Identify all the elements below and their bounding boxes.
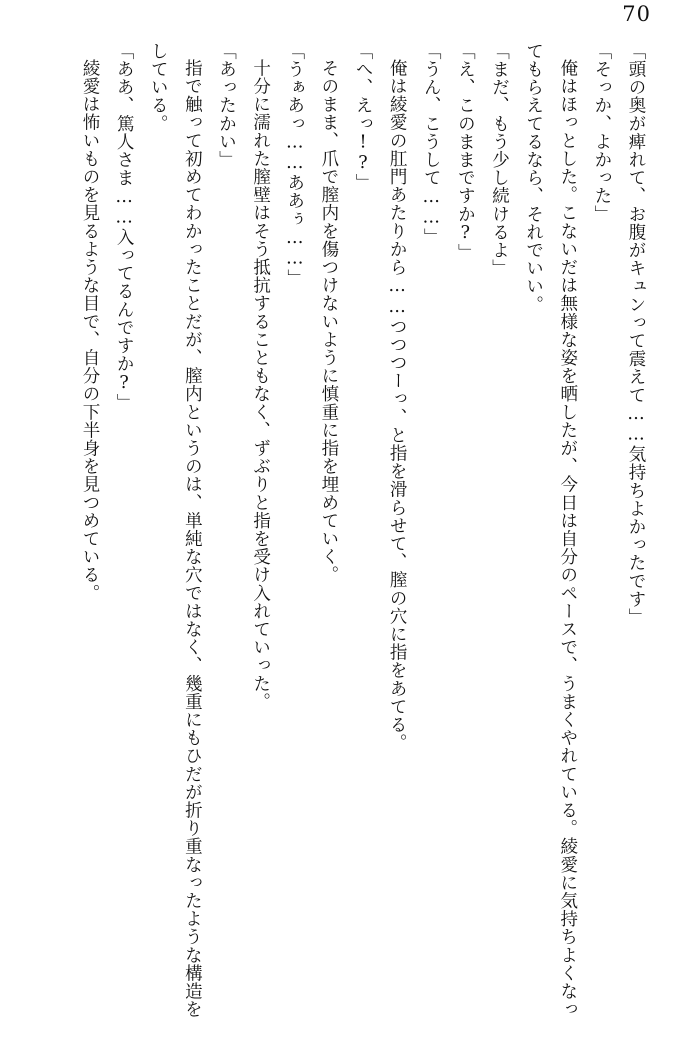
page-number: 70 xyxy=(622,2,651,26)
paragraph: 俺はほっとした。こないだは無様な姿を晒したが、今日は自分のペースで、うまくやれている。綾愛に気持ちよくなってもらえてるなら、それでいい。 xyxy=(523,42,578,1019)
paragraph: 「頭の奥が痺れて、お腹がキュンって震えて……気持ちよかったです」 xyxy=(626,42,646,627)
paragraph: そのまま、爪で膣内を傷つけないように慎重に指を埋めていく。 xyxy=(318,59,339,584)
paragraph: 「あったかい」 xyxy=(216,42,237,169)
paragraph: 「うぁあっ……ああぅ……」 xyxy=(284,42,305,288)
paragraph: 「へ、えっ!?」 xyxy=(353,42,373,192)
paragraph: 十分に濡れた膣壁はそう抵抗することもなく、ずぶりと指を受け入れていった。 xyxy=(250,59,271,711)
paragraph: 「ああ、篤人さま……入ってるんですか?」 xyxy=(114,42,135,412)
paragraph: 綾愛は怖いものを見るような目で、自分の下半身を見つめている。 xyxy=(80,59,100,602)
paragraph: 「まだ、もう少し続けるよ」 xyxy=(489,42,510,278)
paragraph: 指で触って初めてわかったことだが、膣内というのは、単純な穴ではなく、幾重にもひだが折り重なったような構造をしている。 xyxy=(148,42,203,1019)
paragraph: 「え、このままですか?」 xyxy=(455,42,476,262)
paragraph: 「そっか、よかった」 xyxy=(591,42,612,223)
paragraph: 「うん、こうして……」 xyxy=(421,42,442,247)
paragraph: 俺は綾愛の肛門あたりから……つつつーっ、と指を滑らせて、膣の穴に指をあてる。 xyxy=(387,59,408,752)
page-body-text xyxy=(26,42,653,1030)
